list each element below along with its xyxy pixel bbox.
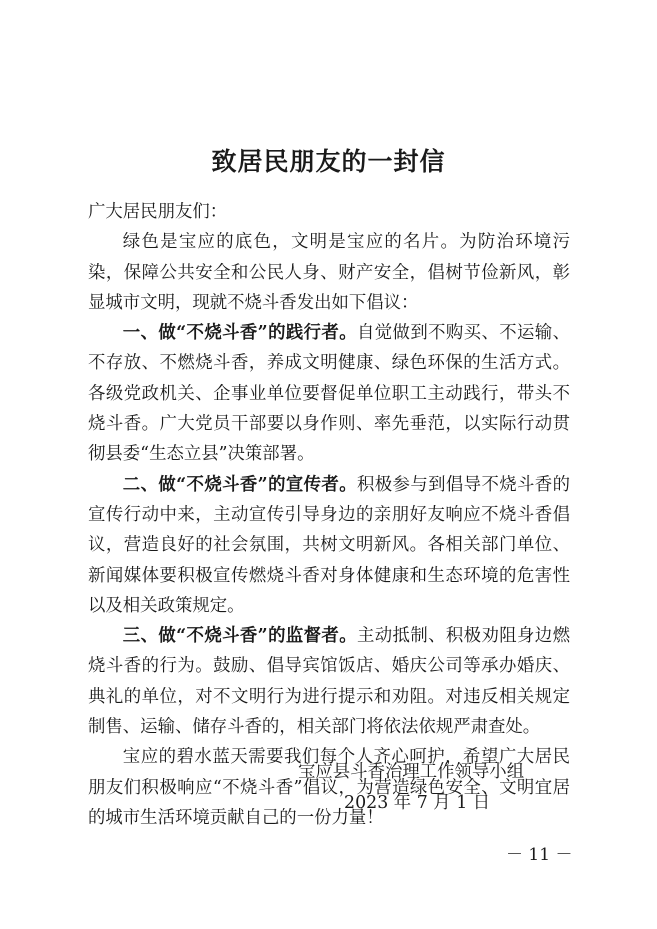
- section-paragraph-2: [88, 470, 570, 621]
- intro-paragraph: 绿色是宝应的底色，文明是宝应的名片。为防治环境污染，保障公共安全和公民人身、财产安全，倡树节俭新风，彰显城市文明，现就不烧斗香发出如下倡议：: [88, 232, 570, 313]
- section-text-2: 积极参与到倡导不烧斗香的宣传行动中来，主动宣传引导身边的亲朋好友响应不烧斗香倡议，营造良好的社会氛围，共树文明新风。各相关部门单位、新闻媒体要积极宣传燃烧斗香对身体健康和生态环境的危害性以及相关政策规定。: [88, 474, 570, 616]
- letter-body: [88, 197, 570, 833]
- section-heading-1: 一、做“不烧斗香”的践行者。: [122, 323, 357, 344]
- section-text-1: 自觉做到不购买、不运输、不存放、不燃烧斗香，养成文明健康、绿色环保的生活方式。各级党政机关、企事业单位要督促单位职工主动践行，带头不烧斗香。广大党员干部要以身作则、率先垂范，以实际行动贯彻县委“生态立县”决策部署。: [88, 323, 570, 465]
- signature-date: 2023 年 7 月 1 日: [344, 793, 491, 813]
- section-paragraph-1: [88, 318, 570, 469]
- section-heading-3: 三、做“不烧斗香”的监督者。: [122, 626, 357, 647]
- closing-paragraph: 宝应的碧水蓝天需要我们每个人齐心呵护，希望广大居民朋友们积极响应“不烧斗香”倡议，为营造绿色安全、文明宜居的城市生活环境贡献自己的一份力量！: [88, 747, 570, 828]
- page-number: － 11 －: [506, 845, 573, 865]
- section-text-3: 主动抵制、积极劝阻身边燃烧斗香的行为。鼓励、倡导宾馆饭店、婚庆公司等承办婚庆、典礼的单位，对不文明行为进行提示和劝阻。对违反相关规定制售、运输、储存斗香的，相关部门将依法依规严肃查处。: [88, 626, 570, 738]
- section-paragraph-3: [88, 621, 570, 742]
- document-title: 致居民朋友的一封信: [211, 147, 446, 176]
- signature-organization: 宝应县斗香治理工作领导小组: [298, 762, 525, 782]
- salutation: 广大居民朋友们：: [88, 202, 228, 222]
- section-heading-2: 二、做“不烧斗香”的宣传者。: [122, 474, 357, 495]
